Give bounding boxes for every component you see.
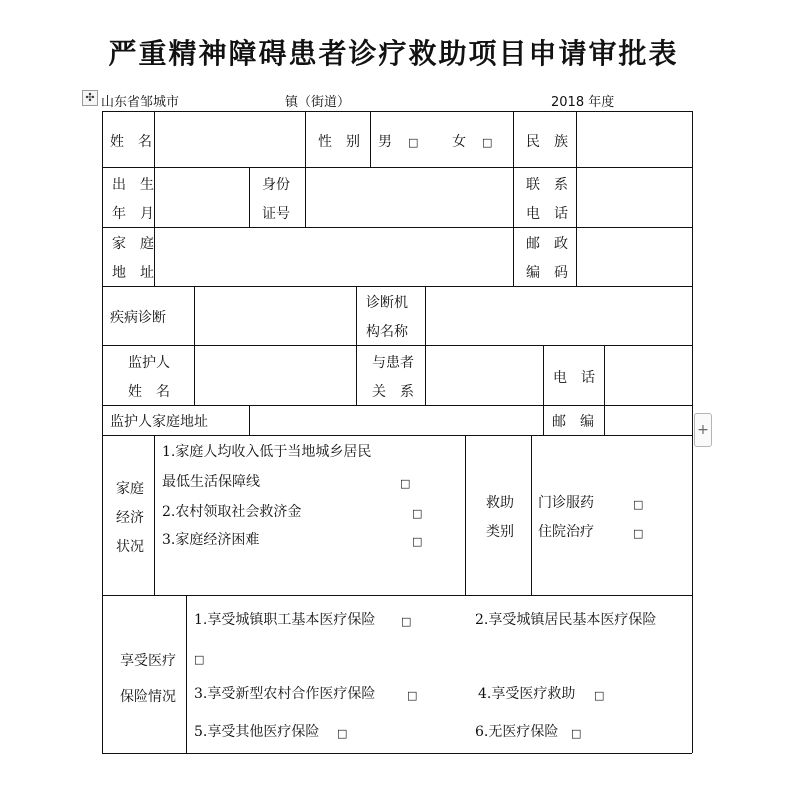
- checkbox-insurance-4[interactable]: □: [594, 689, 605, 702]
- header-year: 2018 年度: [551, 95, 615, 110]
- label-birth-2: 年 月: [112, 206, 154, 222]
- insurance-option-5: 5.享受其他医疗保险: [194, 724, 320, 740]
- econ-option-1b: 最低生活保障线: [162, 474, 260, 490]
- label-diagnosis: 疾病诊断: [110, 310, 166, 326]
- col-divider: [465, 435, 466, 595]
- col-divider: [576, 111, 577, 167]
- label-insurance-2: 保险情况: [120, 689, 176, 705]
- col-divider: [513, 167, 514, 227]
- label-ethnicity: 民 族: [526, 134, 568, 150]
- row-divider: [102, 167, 692, 168]
- header-place: 山东省邹城市: [101, 95, 180, 110]
- label-name: 姓 名: [110, 134, 152, 150]
- label-gender: 性 别: [318, 134, 360, 150]
- col-divider: [186, 595, 187, 753]
- table-border-right: [692, 111, 693, 753]
- label-insurance-1: 享受医疗: [120, 653, 176, 669]
- label-relation-2: 关 系: [372, 384, 414, 400]
- checkbox-inpatient[interactable]: □: [633, 527, 644, 540]
- row-divider: [102, 595, 692, 596]
- label-birth-1: 出 生: [112, 177, 154, 193]
- insurance-option-6: 6.无医疗保险: [475, 724, 559, 740]
- col-divider: [249, 405, 250, 435]
- label-institution-1: 诊断机: [366, 295, 408, 311]
- col-divider: [356, 345, 357, 405]
- col-divider: [531, 435, 532, 595]
- checkbox-econ-1[interactable]: □: [400, 477, 411, 490]
- col-divider: [356, 286, 357, 345]
- label-postcode: 邮 编: [552, 414, 594, 430]
- col-divider: [154, 167, 155, 227]
- label-guardian-address: 监护人家庭地址: [110, 414, 208, 430]
- checkbox-insurance-2[interactable]: □: [194, 653, 205, 666]
- insurance-option-2: 2.享受城镇居民基本医疗保险: [475, 612, 657, 628]
- label-relation-1: 与患者: [372, 355, 414, 371]
- form-title: 严重精神障碍患者诊疗救助项目申请审批表: [108, 37, 679, 70]
- aid-option-inpatient: 住院治疗: [538, 524, 594, 540]
- col-divider: [305, 111, 306, 167]
- label-postal-1: 邮 政: [526, 236, 568, 252]
- table-border-left: [102, 111, 103, 753]
- col-divider: [576, 227, 577, 286]
- col-divider: [249, 167, 250, 227]
- checkbox-econ-2[interactable]: □: [412, 507, 423, 520]
- col-divider: [543, 405, 544, 435]
- label-institution-2: 构名称: [366, 324, 408, 340]
- checkbox-insurance-1[interactable]: □: [401, 615, 412, 628]
- col-divider: [425, 286, 426, 345]
- label-guardian-2: 姓 名: [128, 384, 170, 400]
- row-divider: [102, 435, 692, 436]
- table-border-bottom: [102, 753, 692, 754]
- insurance-option-3: 3.享受新型农村合作医疗保险: [194, 686, 376, 702]
- col-divider: [194, 345, 195, 405]
- label-contact-1: 联 系: [526, 177, 568, 193]
- checkbox-female[interactable]: □: [482, 136, 493, 149]
- header-town: 镇（街道）: [285, 95, 351, 110]
- checkbox-insurance-3[interactable]: □: [407, 689, 418, 702]
- col-divider: [305, 167, 306, 227]
- econ-option-3: 3.家庭经济困难: [162, 532, 260, 548]
- col-divider: [370, 111, 371, 167]
- col-divider: [154, 111, 155, 167]
- col-divider: [154, 227, 155, 286]
- col-divider: [513, 227, 514, 286]
- label-phone: 电 话: [553, 370, 595, 386]
- label-id-1: 身份: [262, 177, 290, 193]
- col-divider: [154, 435, 155, 595]
- econ-option-2: 2.农村领取社会救济金: [162, 504, 302, 520]
- col-divider: [604, 345, 605, 405]
- label-guardian-1: 监护人: [128, 355, 170, 371]
- aid-option-outpatient: 门诊服药: [538, 495, 594, 511]
- label-postal-2: 编 码: [526, 265, 568, 281]
- col-divider: [543, 345, 544, 405]
- option-male: 男: [378, 134, 392, 150]
- checkbox-econ-3[interactable]: □: [412, 535, 423, 548]
- row-divider: [102, 227, 692, 228]
- insurance-option-1: 1.享受城镇职工基本医疗保险: [194, 612, 376, 628]
- label-address-1: 家 庭: [112, 236, 154, 252]
- checkbox-insurance-6[interactable]: □: [571, 727, 582, 740]
- row-divider: [102, 286, 692, 287]
- insurance-option-4: 4.享受医疗救助: [478, 686, 576, 702]
- label-id-2: 证号: [262, 206, 290, 222]
- checkbox-male[interactable]: □: [408, 136, 419, 149]
- label-contact-2: 电 话: [526, 206, 568, 222]
- label-aid-2: 类别: [486, 524, 514, 540]
- table-border-top: [102, 111, 692, 112]
- econ-option-1a: 1.家庭人均收入低于当地城乡居民: [162, 444, 372, 460]
- add-row-icon[interactable]: +: [694, 413, 712, 447]
- label-aid-1: 救助: [486, 495, 514, 511]
- option-female: 女: [452, 134, 466, 150]
- label-address-2: 地 址: [112, 265, 154, 281]
- col-divider: [194, 286, 195, 345]
- label-econ-3: 状况: [116, 539, 144, 555]
- col-divider: [604, 405, 605, 435]
- col-divider: [425, 345, 426, 405]
- col-divider: [513, 111, 514, 167]
- label-econ-2: 经济: [116, 510, 144, 526]
- checkbox-outpatient[interactable]: □: [633, 498, 644, 511]
- table-move-handle-icon[interactable]: ✣: [82, 90, 98, 106]
- label-econ-1: 家庭: [116, 481, 144, 497]
- checkbox-insurance-5[interactable]: □: [337, 727, 348, 740]
- col-divider: [576, 167, 577, 227]
